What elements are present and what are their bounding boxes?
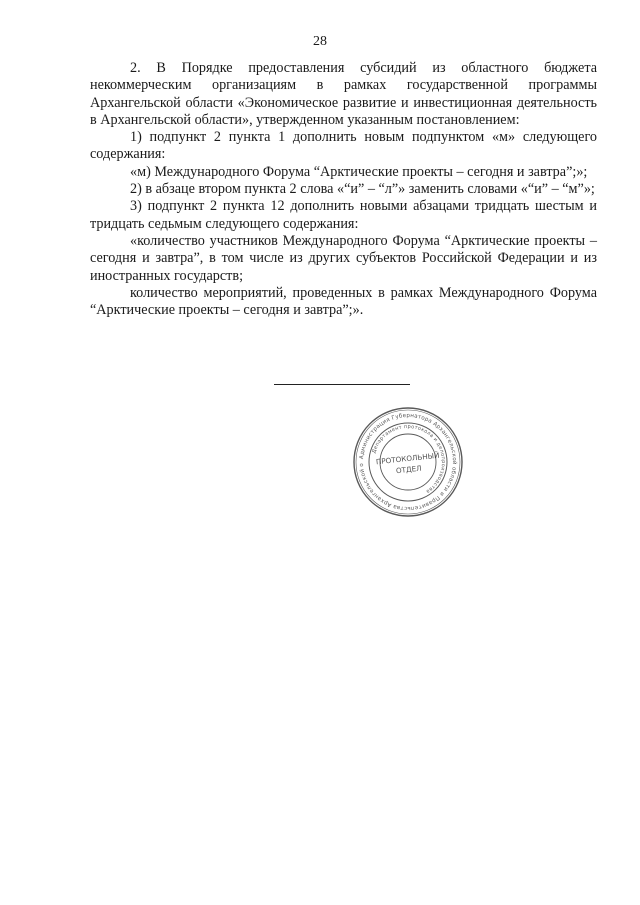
paragraph-quote-events: количество мероприятий, проведенных в рамках Международного Форума “Арктические проекты – сегодня и завтра”;». <box>90 284 597 319</box>
seal-stamp-graphic <box>352 406 464 518</box>
signature-separator-line <box>274 384 410 385</box>
paragraph-subitem-1: 1) подпункт 2 пункта 1 дополнить новым подпунктом «м» следующего содержания: <box>90 129 597 163</box>
seal-ring-text: Администрация Губернатора Архангельской области и Правительства Архангельской о <box>358 412 458 512</box>
paragraph-item-2: 2. В Порядке предоставления субсидий из областного бюджета некоммерческим организациям в рамках государственной программы Архангельской области «Экономическое развитие и инвестиционная деятельность в Архангельской области», утвержденном указанным постановлением: <box>90 60 597 128</box>
seal-center-line1: ПРОТОКОЛЬНЫЙ <box>375 450 440 467</box>
page-number: 28 <box>313 34 327 49</box>
paragraph-quote-m: «м) Международного Форума “Арктические проекты – сегодня и завтра”;»; <box>130 163 588 180</box>
official-seal-stamp <box>352 406 464 518</box>
paragraph-quote-participants: «количество участников Международного Форума “Арктические проекты – сегодня и завтра”, в том числе из других субъектов Российской Федерации и из иностранных государств; <box>90 232 597 284</box>
document-body <box>90 60 597 319</box>
seal-inner-ring-text: Департамент протокола и делопроизводства <box>371 423 447 495</box>
paragraph-subitem-3: 3) подпункт 2 пункта 12 дополнить новыми абзацами тридцать шестым и тридцать седьмым следующего содержания: <box>90 198 597 232</box>
seal-center-line2: ОТДЕЛ <box>395 463 422 476</box>
paragraph-subitem-2: 2) в абзаце втором пункта 2 слова «“и” – “л”» заменить словами «“и” – “м”»; <box>130 181 595 198</box>
